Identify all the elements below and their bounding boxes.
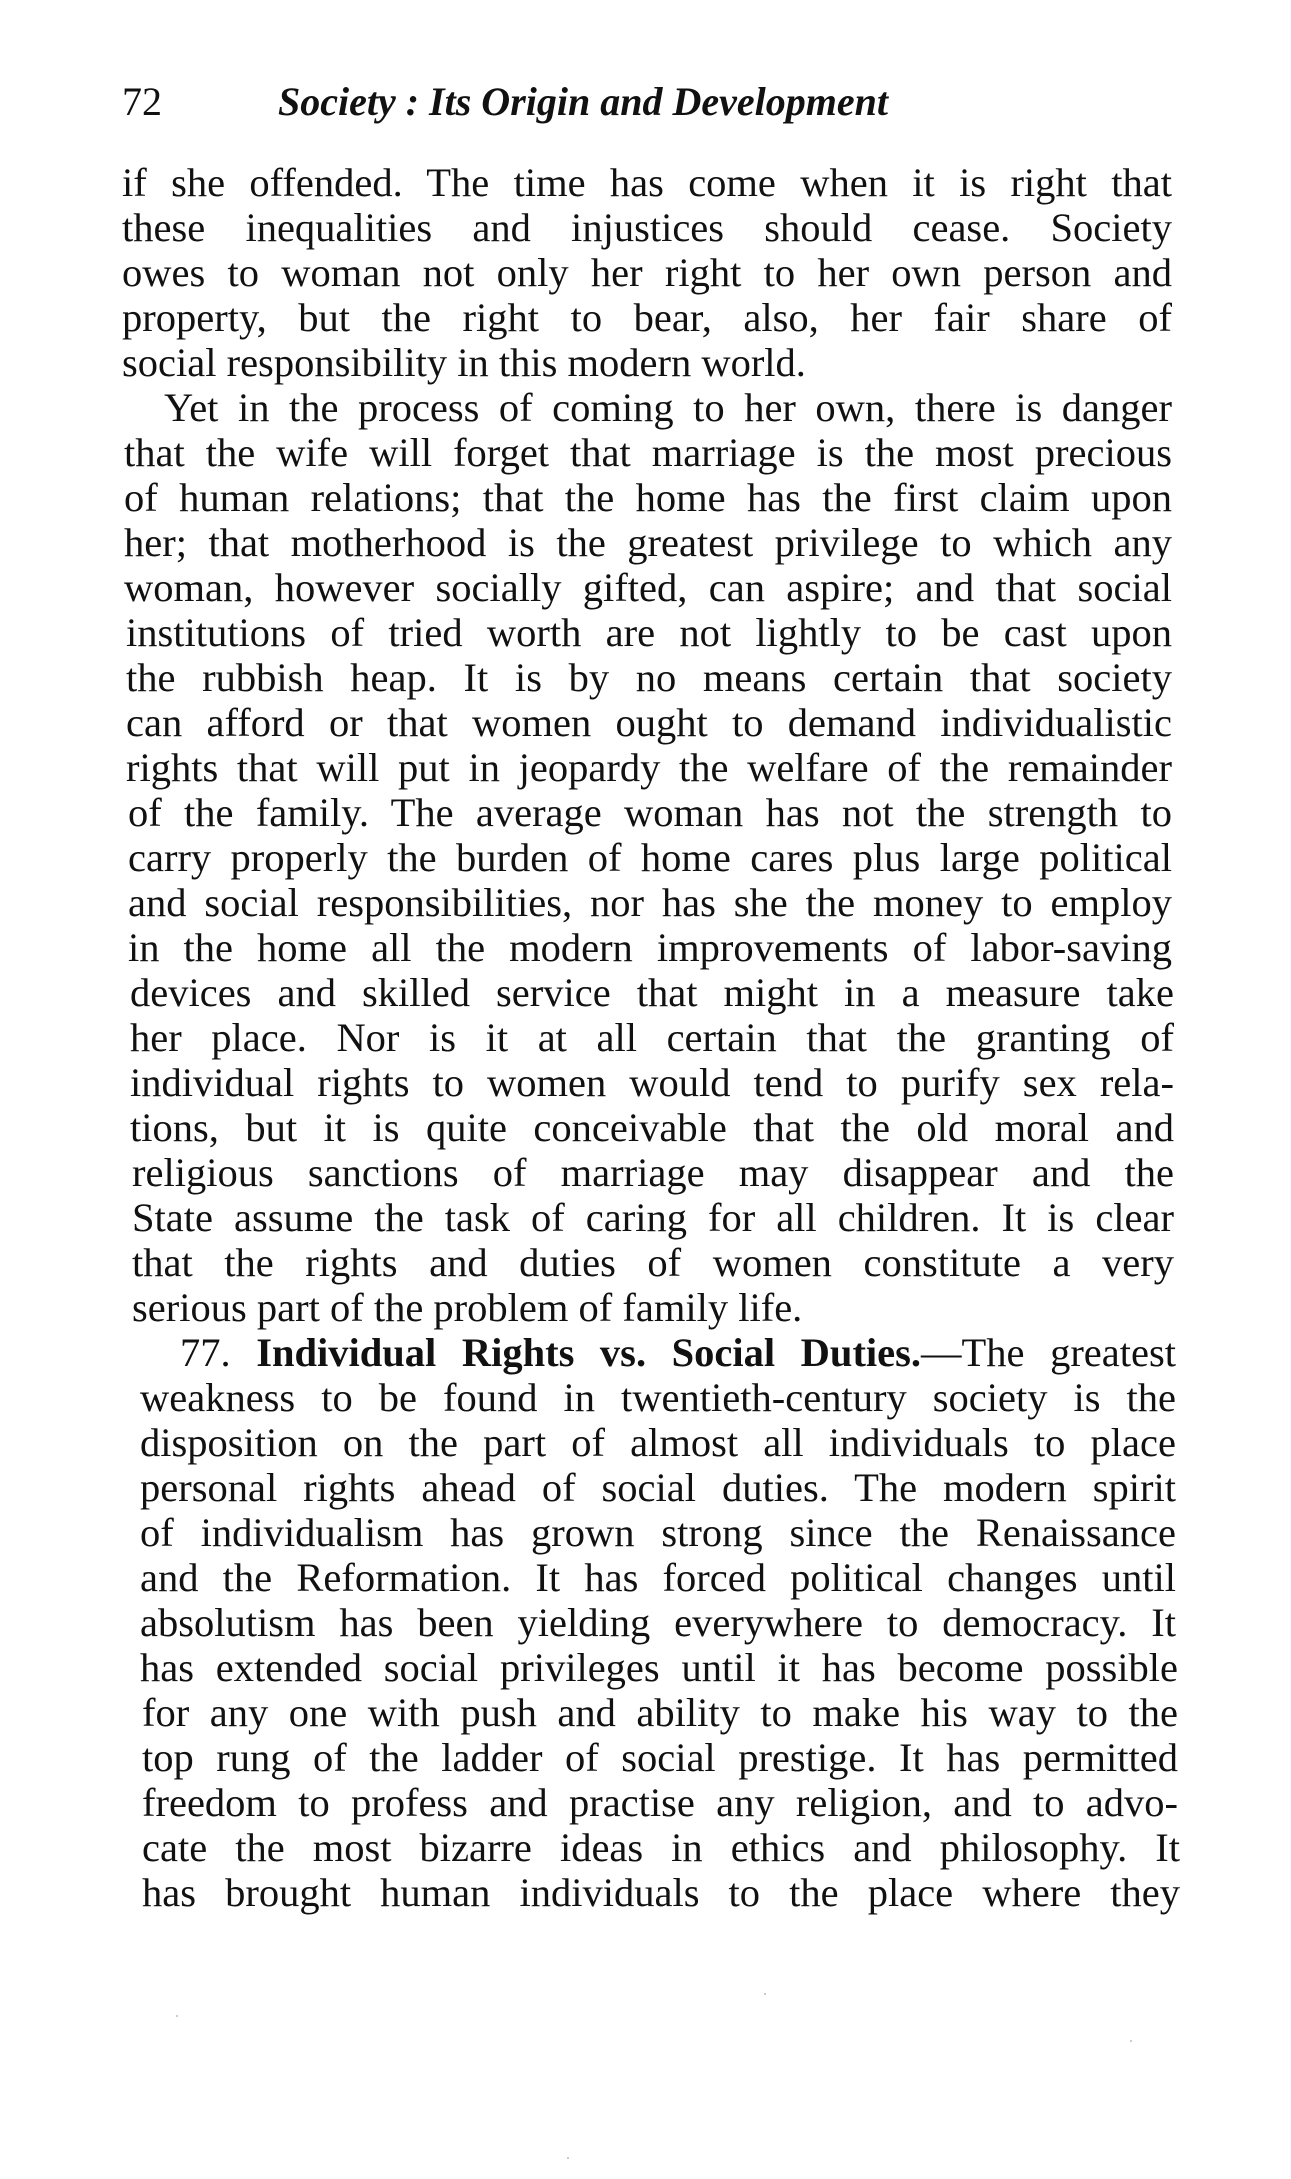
text-line: that the wife will forget that marriage is the most precious — [124, 430, 1172, 475]
text-line: personal rights ahead of social duties. The modern spirit — [140, 1465, 1176, 1510]
text-line: her; that motherhood is the greatest privilege to which any — [124, 520, 1172, 565]
text-line: woman, however socially gifted, can aspire; and that social — [124, 565, 1172, 610]
text-line: has extended social privileges until it has become possible — [140, 1645, 1178, 1690]
text-line: top rung of the ladder of social prestige. It has permitted — [142, 1735, 1178, 1780]
page-number: 72 — [122, 79, 162, 124]
text-line: weakness to be found in twentieth-century society is the — [140, 1375, 1176, 1420]
text-line: absolutism has been yielding everywhere to democracy. It — [140, 1600, 1176, 1645]
text-line: and social responsibilities, nor has she the money to employ — [128, 880, 1172, 925]
scan-speck — [764, 1993, 766, 1995]
text-line: disposition on the part of almost all individuals to place — [140, 1420, 1176, 1465]
text-line: for any one with push and ability to make his way to the — [142, 1690, 1178, 1735]
text-line: has brought human individuals to the place where they — [142, 1870, 1180, 1915]
text-line: if she offended. The time has come when it is right that — [122, 160, 1172, 205]
page-header — [122, 72, 1172, 132]
text-line: social responsibility in this modern world. — [122, 340, 806, 385]
text-line: institutions of tried worth are not lightly to be cast upon — [126, 610, 1172, 655]
text-line: of individualism has grown strong since the Renaissance — [140, 1510, 1176, 1555]
section-first-line-rest: —The greatest — [921, 1330, 1176, 1375]
text-line: the rubbish heap. It is by no means certain that society — [126, 655, 1172, 700]
text-line: cate the most bizarre ideas in ethics and philosophy. It — [142, 1825, 1180, 1870]
section-number: 77. — [180, 1330, 231, 1375]
text-line: individual rights to women would tend to purify sex rela- — [130, 1060, 1174, 1105]
text-line: devices and skilled service that might in a measure take — [130, 970, 1174, 1015]
text-line: Yet in the process of coming to her own, there is danger — [164, 385, 1172, 430]
text-line: can afford or that women ought to demand individualistic — [126, 700, 1172, 745]
text-line: property, but the right to bear, also, her fair share of — [122, 295, 1172, 340]
section-first-line — [180, 1330, 1176, 1376]
text-line: owes to woman not only her right to her own person and — [122, 250, 1172, 295]
text-line: in the home all the modern improvements of labor-saving — [128, 925, 1172, 970]
text-line: State assume the task of caring for all children. It is clear — [132, 1195, 1174, 1240]
text-line: freedom to profess and practise any religion, and to advo- — [142, 1780, 1178, 1825]
text-line: and the Reformation. It has forced political changes until — [140, 1555, 1176, 1600]
scan-speck — [176, 2015, 178, 2017]
text-line: religious sanctions of marriage may disappear and the — [132, 1150, 1174, 1195]
text-line: these inequalities and injustices should cease. Society — [122, 205, 1172, 250]
text-line: that the rights and duties of women constitute a very — [132, 1240, 1174, 1285]
section-heading: Individual Rights vs. Social Duties. — [256, 1330, 922, 1375]
text-line: serious part of the problem of family life. — [132, 1285, 803, 1330]
scan-speck — [1130, 2040, 1132, 2042]
running-title: Society : Its Origin and Development — [278, 79, 888, 124]
text-line: tions, but it is quite conceivable that the old moral and — [130, 1105, 1174, 1150]
text-line: rights that will put in jeopardy the welfare of the remainder — [126, 745, 1172, 790]
text-line: her place. Nor is it at all certain that the granting of — [130, 1015, 1174, 1060]
scan-speck — [567, 2157, 569, 2159]
text-line: of human relations; that the home has the first claim upon — [124, 475, 1172, 520]
text-line: carry properly the burden of home cares plus large political — [128, 835, 1172, 880]
text-line: of the family. The average woman has not the strength to — [128, 790, 1172, 835]
